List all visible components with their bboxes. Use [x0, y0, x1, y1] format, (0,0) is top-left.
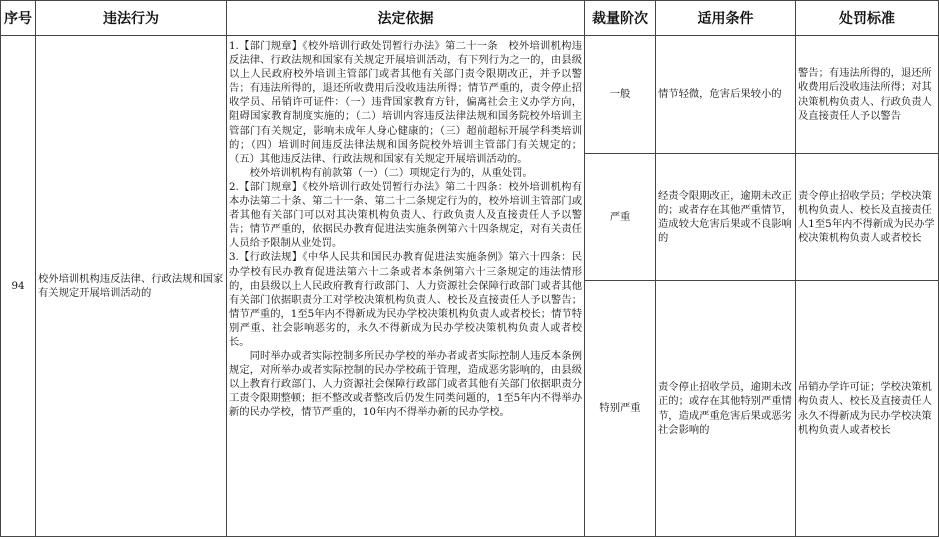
condition-very-serious: 责令停止招收学员，逾期未改正的；或存在其他特别严重情节，造成严重危害后果或恶劣社会影响的 [656, 281, 796, 537]
legal-basis-paragraph: 同时举办或者实际控制多所民办学校的举办者或者实际控制人违反本条例规定，对所举办或者实际控制的民办学校疏于管理，造成恶劣影响的，由县级以上教育行政部门、人力资源社会保障行政部门或者其他有关部门依据职责分工责令限期整顿；拒不整改或者整改后仍发生同类问题的，1至5年内不得举办新的民办学校，情节严重的，10年内不得举办新的民办学校。 [229, 350, 582, 419]
penalty-serious: 责令停止招收学员；学校决策机构负责人、校长及直接责任人1至5年内不得新成为民办学校决策机构负责人或者校长 [796, 154, 939, 281]
penalty-very-serious: 吊销办学许可证；学校决策机构负责人、校长及直接责任人永久不得新成为民办学校决策机构负责人或者校长 [796, 281, 939, 537]
legal-basis-paragraph: 3.【行政法规】《中华人民共和国民办教育促进法实施条例》第六十四条：民办学校有民办教育促进法第六十二条或者本条例第六十三条规定的违法情形的，由县级以上人民政府教育行政部门、人力资源社会保障行政部门或者其他有关部门依据职责分工对学校决策机构负责人、校长及直接责任人予以警告；情节严重的，1至5年内不得新成为民办学校决策机构负责人或者校长；情节特别严重、社会影响恶劣的，永久不得新成为民办学校决策机构负责人或者校长。 [229, 251, 582, 348]
table-row [1, 36, 939, 154]
legal-basis-paragraph: 1.【部门规章】《校外培训行政处罚暂行办法》第二十一条 校外培训机构违反法律、行政法规和国家有关规定开展培训活动，有下列行为之一的，由县级以上人民政府校外培训主管部门或者其他有关部门责令限期改正，并予以警告；有违法所得的，退还所收费用后没收违法所得；情节严重的，责令停止招收学员、吊销许可证件：（一）违背国家教育方针，偏离社会主义办学方向，阻碍国家教育制度实施的；（二）培训内容违反法律法规和国务院校外培训主管部门有关规定，影响未成年人身心健康的；（三）超前超标开展学科类培训的；（四）培训时间违反法律法规和国务院校外培训主管部门有关规定的；（五）其他违反法律、行政法规和国家有关规定开展培训活动的。 [229, 40, 582, 165]
header-penalty: 处罚标准 [796, 1, 939, 36]
legal-basis-paragraph: 2.【部门规章】《校外培训行政处罚暂行办法》第二十四条：校外培训机构有本办法第二十条、第二十一条、第二十二条规定行为的，校外培训主管部门或者其他有关部门可以对其决策机构负责人、行政负责人及直接责任人予以警告；情节严重的，依据民办教育促进法实施条例第六十四条规定，对有关责任人员给予限制从业处罚。 [229, 180, 582, 250]
level-general: 一般 [585, 36, 656, 154]
condition-general: 情节轻微，危害后果较小的 [656, 36, 796, 154]
condition-serious: 经责令限期改正，逾期未改正的；或者存在其他严重情节，造成较大危害后果或不良影响的 [656, 154, 796, 281]
row-number: 94 [1, 36, 36, 537]
header-violation: 违法行为 [36, 1, 227, 36]
legal-basis-paragraph: 校外培训机构有前款第（一）（二）项规定行为的，从重处罚。 [249, 166, 533, 179]
header-number: 序号 [1, 1, 36, 36]
legal-basis-cell [227, 36, 585, 537]
penalty-general: 警告；有违法所得的，退还所收费用后没收违法所得；对其决策机构负责人、行政负责人及直接责任人予以警告 [796, 36, 939, 154]
header-legal-basis: 法定依据 [227, 1, 585, 36]
level-very-serious: 特别严重 [585, 281, 656, 537]
header-level: 裁量阶次 [585, 1, 656, 36]
violation-cell: 校外培训机构违反法律、行政法规和国家有关规定开展培训活动的 [36, 36, 227, 537]
header-row [1, 1, 939, 36]
level-serious: 严重 [585, 154, 656, 281]
header-condition: 适用条件 [656, 1, 796, 36]
